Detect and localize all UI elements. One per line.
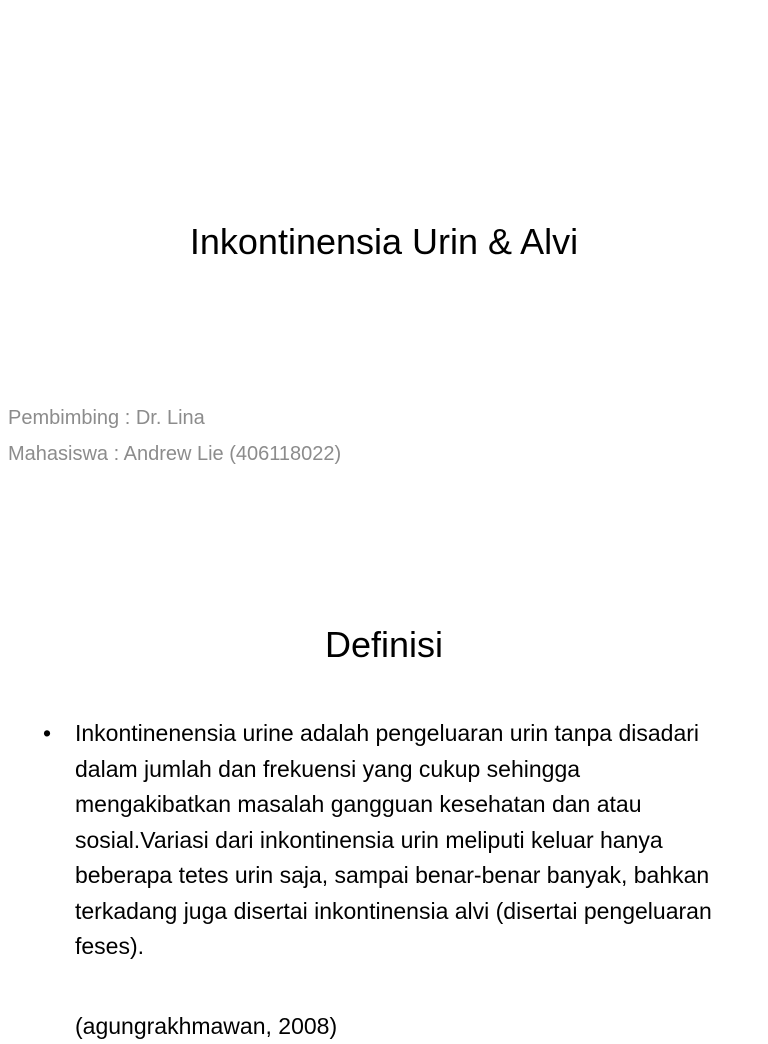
- bullet-item: [40, 716, 740, 965]
- bullet-list: [40, 716, 740, 965]
- slide-title: Definisi: [324, 624, 444, 665]
- student-line: Mahasiswa : Andrew Lie (406118022): [8, 443, 342, 465]
- bullet-icon: •: [43, 720, 52, 746]
- presentation-title: Inkontinensia Urin & Alvi: [189, 221, 579, 262]
- bullet-text: Inkontinenensia urine adalah pengeluaran urin tanpa disadari dalam jumlah dan frekuensi yang cukup sehingga mengakibatkan masalah gangguan kesehatan dan atau sosial.Variasi dari inkontinensia urin meliputi keluar hanya beberapa tetes urin saja, sampai benar-benar banyak, bahkan terkadang juga disertai inkontinensia alvi (disertai pengeluaran feses).: [75, 720, 712, 959]
- citation: (agungrakhmawan, 2008): [75, 1013, 338, 1039]
- presenter-info: [8, 400, 341, 472]
- supervisor-line: Pembimbing : Dr. Lina: [8, 407, 205, 429]
- definition-slide: [0, 576, 768, 1039]
